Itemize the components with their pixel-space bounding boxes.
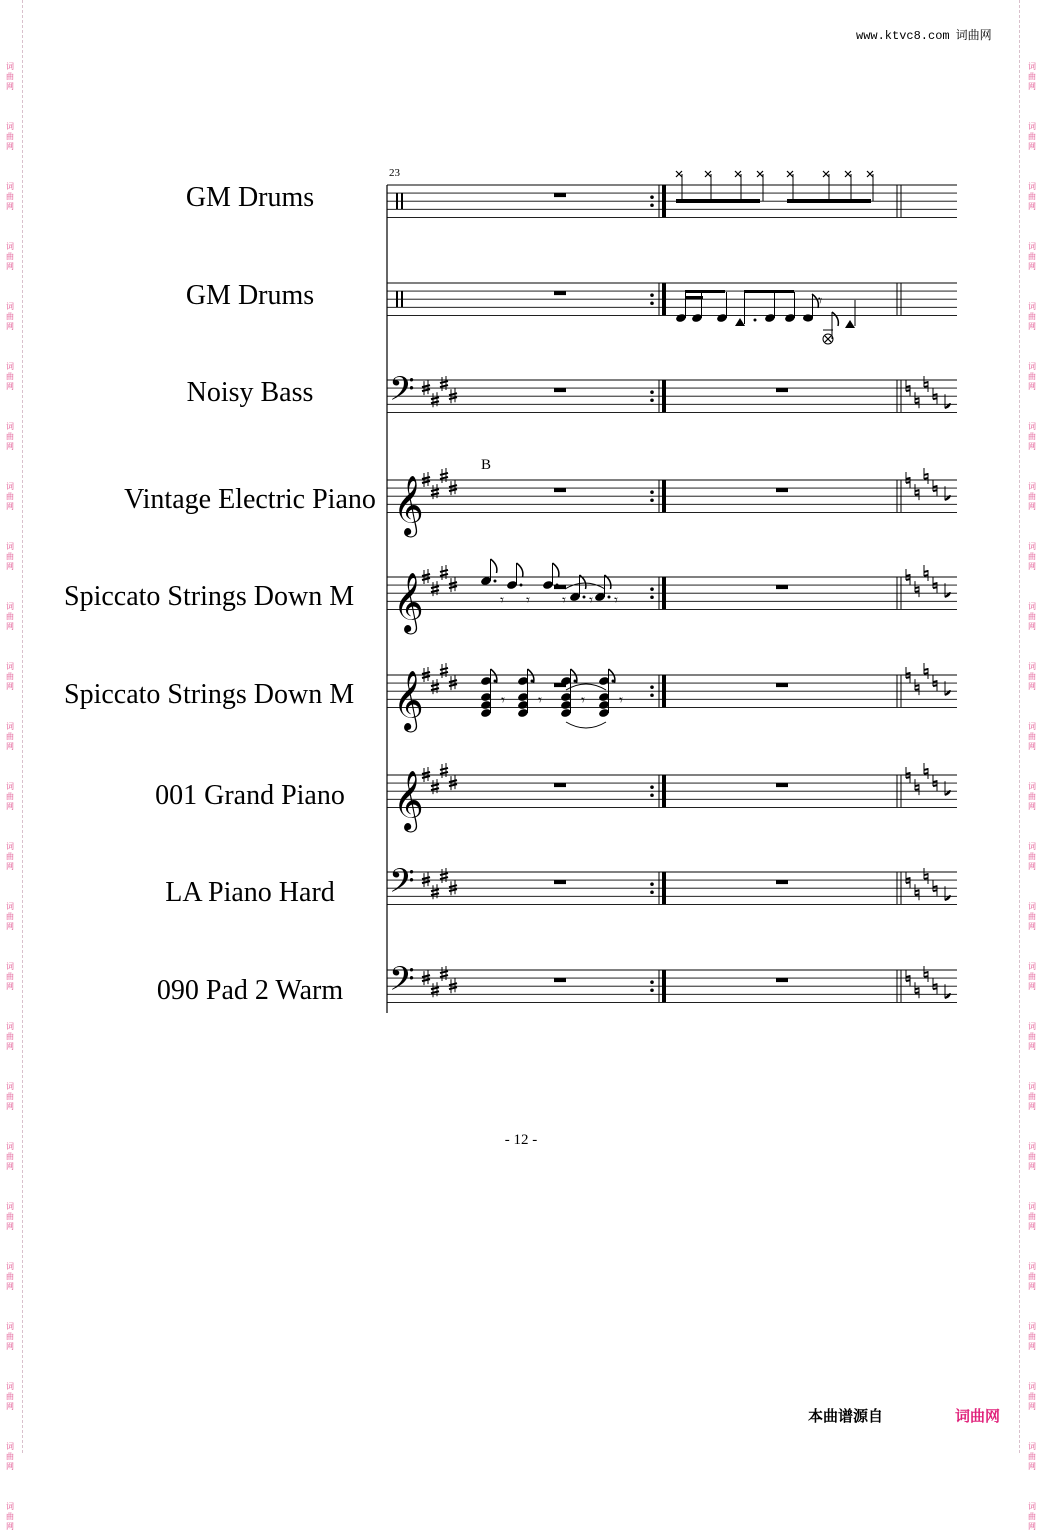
watermark-glyph: 网 bbox=[1028, 1282, 1036, 1291]
watermark-glyph: 词 bbox=[6, 1082, 14, 1091]
repeat-dot bbox=[650, 490, 654, 494]
sharp-accidental bbox=[440, 868, 448, 883]
watermark-glyph: 网 bbox=[6, 382, 14, 391]
watermark-glyph: 网 bbox=[6, 1222, 14, 1231]
watermark-glyph: 曲 bbox=[6, 792, 14, 801]
watermark-glyph: 曲 bbox=[1028, 852, 1036, 861]
whole-rest bbox=[554, 388, 566, 392]
watermark-glyph: 网 bbox=[1028, 202, 1036, 211]
sharp-accidental bbox=[440, 468, 448, 483]
treble-clef: 𝄞 bbox=[393, 770, 424, 831]
watermark-glyph: 网 bbox=[1028, 322, 1036, 331]
instrument-label: GM Drums bbox=[185, 280, 315, 311]
whole-rest bbox=[776, 683, 788, 687]
eighth-rest: 𝄾 bbox=[614, 591, 618, 609]
watermark-glyph: 网 bbox=[6, 202, 14, 211]
watermark-glyph: 词 bbox=[1028, 1442, 1036, 1451]
sharp-accidental bbox=[431, 392, 439, 407]
footer-brand[interactable]: 词曲网 bbox=[955, 1407, 1001, 1425]
sharp-accidental bbox=[422, 872, 430, 887]
natural-accidental bbox=[915, 484, 919, 500]
watermark-glyph: 曲 bbox=[1028, 552, 1036, 561]
watermark-glyph: 词 bbox=[6, 362, 14, 371]
watermark-glyph: 词 bbox=[1028, 62, 1036, 71]
watermark-glyph: 曲 bbox=[6, 552, 14, 561]
watermark-glyph: 曲 bbox=[6, 912, 14, 921]
watermark-glyph: 词 bbox=[6, 1502, 14, 1511]
watermark-glyph: 网 bbox=[1028, 442, 1036, 451]
sharp-accidental bbox=[431, 779, 439, 794]
watermark-glyph: 网 bbox=[6, 922, 14, 931]
whole-rest bbox=[776, 880, 788, 884]
repeat-dot bbox=[650, 988, 654, 992]
whole-rest bbox=[554, 291, 566, 295]
instrument-label: Noisy Bass bbox=[186, 377, 314, 408]
eighth-rest: 𝄾 bbox=[526, 591, 530, 609]
watermark-glyph: 曲 bbox=[1028, 1332, 1036, 1341]
watermark-glyph: 网 bbox=[1028, 862, 1036, 871]
watermark-glyph: 网 bbox=[6, 1162, 14, 1171]
watermark-glyph: 曲 bbox=[1028, 1392, 1036, 1401]
whole-rest bbox=[776, 978, 788, 982]
watermark-glyph: 曲 bbox=[1028, 1092, 1036, 1101]
sharp-accidental bbox=[440, 376, 448, 391]
dot bbox=[583, 596, 586, 599]
sharp-accidental bbox=[449, 775, 457, 790]
repeat-dot bbox=[650, 882, 654, 886]
watermark-glyph: 词 bbox=[1028, 542, 1036, 551]
watermark-glyph: 曲 bbox=[1028, 132, 1036, 141]
watermark-glyph: 曲 bbox=[6, 132, 14, 141]
watermark-glyph: 词 bbox=[6, 1442, 14, 1451]
page-number: - 12 - bbox=[504, 1132, 538, 1148]
dot bbox=[494, 680, 497, 683]
thick-barline bbox=[662, 577, 666, 609]
watermark-glyph: 曲 bbox=[6, 1092, 14, 1101]
sharp-accidental bbox=[440, 966, 448, 981]
eighth-rest: 𝄾 bbox=[562, 591, 566, 609]
watermark-glyph: 曲 bbox=[6, 1272, 14, 1281]
sharp-accidental bbox=[440, 763, 448, 778]
eighth-rest: 𝄾 bbox=[538, 691, 542, 709]
whole-rest bbox=[776, 585, 788, 589]
treble-clef: 𝄞 bbox=[393, 572, 424, 633]
watermark-glyph: 曲 bbox=[1028, 1212, 1036, 1221]
watermark-glyph: 网 bbox=[6, 1342, 14, 1351]
whole-rest bbox=[554, 193, 566, 197]
watermark-glyph: 词 bbox=[6, 662, 14, 671]
hihat-note bbox=[757, 171, 763, 177]
watermark-glyph: 网 bbox=[1028, 1402, 1036, 1411]
sharp-accidental bbox=[440, 663, 448, 678]
watermark-glyph: 网 bbox=[1028, 1102, 1036, 1111]
watermark-glyph: 曲 bbox=[6, 1212, 14, 1221]
watermark-glyph: 曲 bbox=[6, 372, 14, 381]
treble-clef: 𝄞 bbox=[393, 670, 424, 731]
watermark-glyph: 网 bbox=[1028, 1522, 1036, 1531]
watermark-glyph: 词 bbox=[6, 122, 14, 131]
repeat-dot bbox=[650, 498, 654, 502]
eighth-rest: 𝄾 bbox=[501, 691, 505, 709]
sharp-accidental bbox=[431, 884, 439, 899]
watermark-glyph: 词 bbox=[6, 842, 14, 851]
watermark-glyph: 词 bbox=[1028, 1502, 1036, 1511]
watermark-glyph: 词 bbox=[1028, 302, 1036, 311]
sharp-accidental bbox=[449, 978, 457, 993]
watermark-glyph: 词 bbox=[6, 242, 14, 251]
watermark-glyph: 曲 bbox=[1028, 192, 1036, 201]
percussion-clef bbox=[401, 193, 403, 209]
watermark-glyph: 曲 bbox=[1028, 252, 1036, 261]
whole-rest bbox=[554, 880, 566, 884]
thick-barline bbox=[662, 283, 666, 315]
hihat-note bbox=[735, 171, 741, 177]
bass-clef: 𝄢 bbox=[389, 370, 415, 417]
watermark-glyph: 词 bbox=[1028, 1202, 1036, 1211]
percussion-clef bbox=[396, 193, 398, 209]
watermark-glyph: 词 bbox=[6, 62, 14, 71]
watermark-glyph: 词 bbox=[1028, 962, 1036, 971]
sharp-accidental bbox=[431, 679, 439, 694]
watermark-glyph: 曲 bbox=[6, 1452, 14, 1461]
footer-source-label: 本曲谱源自 bbox=[808, 1407, 884, 1425]
dot bbox=[494, 580, 497, 583]
watermark-glyph: 网 bbox=[6, 1462, 14, 1471]
watermark-glyph: 网 bbox=[1028, 1342, 1036, 1351]
dot bbox=[608, 596, 611, 599]
watermark-glyph: 词 bbox=[6, 1142, 14, 1151]
watermark-glyph: 曲 bbox=[1028, 1452, 1036, 1461]
thick-barline bbox=[662, 675, 666, 707]
watermark-glyph: 词 bbox=[6, 1022, 14, 1031]
watermark-glyph: 网 bbox=[6, 142, 14, 151]
watermark-glyph: 曲 bbox=[1028, 672, 1036, 681]
natural-accidental bbox=[924, 468, 928, 484]
watermark-glyph: 曲 bbox=[6, 72, 14, 81]
watermark-glyph: 曲 bbox=[1028, 492, 1036, 501]
natural-accidental bbox=[915, 884, 919, 900]
watermark-glyph: 网 bbox=[6, 562, 14, 571]
watermark-glyph: 网 bbox=[1028, 382, 1036, 391]
dot bbox=[531, 680, 534, 683]
repeat-dot bbox=[650, 685, 654, 689]
thick-barline bbox=[662, 185, 666, 217]
thick-barline bbox=[662, 775, 666, 807]
measure-number: 23 bbox=[389, 167, 400, 179]
watermark-glyph: 曲 bbox=[6, 1392, 14, 1401]
watermark-glyph: 网 bbox=[1028, 802, 1036, 811]
sharp-accidental bbox=[449, 388, 457, 403]
sharp-accidental bbox=[422, 380, 430, 395]
natural-accidental bbox=[915, 392, 919, 408]
watermark-glyph: 网 bbox=[6, 682, 14, 691]
repeat-dot bbox=[650, 390, 654, 394]
watermark-glyph: 曲 bbox=[6, 612, 14, 621]
watermark-glyph: 网 bbox=[1028, 1162, 1036, 1171]
watermark-glyph: 词 bbox=[6, 1202, 14, 1211]
whole-rest bbox=[776, 783, 788, 787]
repeat-dot bbox=[650, 398, 654, 402]
watermark-glyph: 曲 bbox=[6, 492, 14, 501]
watermark-glyph: 网 bbox=[6, 262, 14, 271]
watermark-glyph: 曲 bbox=[1028, 732, 1036, 741]
repeat-dot bbox=[650, 793, 654, 797]
sharp-accidental bbox=[431, 982, 439, 997]
sharp-accidental bbox=[449, 880, 457, 895]
watermark-glyph: 曲 bbox=[1028, 432, 1036, 441]
thick-barline bbox=[662, 970, 666, 1002]
watermark-glyph: 词 bbox=[1028, 1082, 1036, 1091]
watermark-glyph: 词 bbox=[1028, 902, 1036, 911]
watermark-glyph: 词 bbox=[1028, 722, 1036, 731]
tie bbox=[566, 684, 606, 690]
watermark-glyph: 词 bbox=[1028, 782, 1036, 791]
instrument-label: Vintage Electric Piano bbox=[124, 484, 376, 515]
watermark-glyph: 曲 bbox=[6, 1512, 14, 1521]
bass-clef: 𝄢 bbox=[389, 960, 415, 1007]
bass-drum-head bbox=[825, 336, 831, 342]
instrument-label: 001 Grand Piano bbox=[155, 780, 345, 811]
repeat-dot bbox=[650, 595, 654, 599]
thick-barline bbox=[662, 380, 666, 412]
repeat-dot bbox=[650, 587, 654, 591]
watermark-glyph: 曲 bbox=[6, 252, 14, 261]
watermark-glyph: 曲 bbox=[6, 1152, 14, 1161]
watermark-glyph: 词 bbox=[1028, 842, 1036, 851]
tom-note bbox=[845, 320, 855, 328]
watermark-glyph: 网 bbox=[6, 1282, 14, 1291]
watermark-glyph: 曲 bbox=[1028, 972, 1036, 981]
watermark-glyph: 网 bbox=[1028, 1222, 1036, 1231]
eighth-rest: 𝄾 bbox=[581, 691, 585, 709]
sharp-accidental bbox=[431, 581, 439, 596]
beam bbox=[676, 199, 760, 203]
watermark-glyph: 词 bbox=[1028, 1322, 1036, 1331]
natural-accidental bbox=[924, 663, 928, 679]
watermark-glyph: 网 bbox=[6, 82, 14, 91]
watermark-glyph: 曲 bbox=[1028, 372, 1036, 381]
watermark-glyph: 曲 bbox=[1028, 612, 1036, 621]
natural-accidental bbox=[924, 763, 928, 779]
watermark-glyph: 曲 bbox=[1028, 1272, 1036, 1281]
watermark-glyph: 曲 bbox=[6, 432, 14, 441]
watermark-glyph: 词 bbox=[6, 1382, 14, 1391]
natural-accidental bbox=[924, 966, 928, 982]
natural-accidental bbox=[924, 868, 928, 884]
instrument-label: LA Piano Hard bbox=[165, 877, 335, 908]
whole-rest bbox=[554, 978, 566, 982]
watermark-glyph: 网 bbox=[6, 1402, 14, 1411]
watermark-glyph: 曲 bbox=[1028, 792, 1036, 801]
watermark-glyph: 网 bbox=[1028, 562, 1036, 571]
percussion-clef bbox=[396, 291, 398, 307]
repeat-dot bbox=[650, 195, 654, 199]
sharp-accidental bbox=[449, 577, 457, 592]
watermark-glyph: 曲 bbox=[6, 972, 14, 981]
natural-accidental bbox=[915, 581, 919, 597]
watermark-glyph: 词 bbox=[6, 422, 14, 431]
site-url[interactable]: www.ktvc8.com bbox=[856, 29, 950, 43]
watermark-glyph: 网 bbox=[6, 1522, 14, 1531]
hihat-note bbox=[845, 171, 851, 177]
thick-barline bbox=[662, 872, 666, 904]
watermark-glyph: 词 bbox=[1028, 1142, 1036, 1151]
watermark-glyph: 词 bbox=[6, 602, 14, 611]
watermark-glyph: 曲 bbox=[6, 852, 14, 861]
watermark-glyph: 词 bbox=[1028, 482, 1036, 491]
watermark-glyph: 网 bbox=[6, 1102, 14, 1111]
watermark-glyph: 词 bbox=[6, 722, 14, 731]
tom-note bbox=[735, 318, 745, 326]
watermark-glyph: 网 bbox=[1028, 262, 1036, 271]
natural-accidental bbox=[924, 565, 928, 581]
whole-rest bbox=[554, 783, 566, 787]
watermark-glyph: 曲 bbox=[1028, 1152, 1036, 1161]
watermark-glyph: 曲 bbox=[1028, 1512, 1036, 1521]
repeat-dot bbox=[650, 203, 654, 207]
eighth-rest: 𝄾 bbox=[619, 691, 623, 709]
repeat-dot bbox=[650, 693, 654, 697]
percussion-clef bbox=[401, 291, 403, 307]
watermark-glyph: 词 bbox=[1028, 242, 1036, 251]
watermark-glyph: 网 bbox=[6, 742, 14, 751]
watermark-glyph: 词 bbox=[6, 302, 14, 311]
whole-rest bbox=[554, 488, 566, 492]
dot bbox=[520, 584, 523, 587]
watermark-glyph: 词 bbox=[6, 782, 14, 791]
dot bbox=[754, 319, 757, 322]
watermark-glyph: 曲 bbox=[1028, 72, 1036, 81]
sharp-accidental bbox=[431, 484, 439, 499]
watermark-glyph: 词 bbox=[1028, 662, 1036, 671]
watermark-glyph: 词 bbox=[6, 902, 14, 911]
watermark-glyph: 曲 bbox=[6, 312, 14, 321]
watermark-glyph: 词 bbox=[6, 1262, 14, 1271]
watermark-glyph: 网 bbox=[1028, 622, 1036, 631]
watermark-glyph: 网 bbox=[1028, 502, 1036, 511]
flag bbox=[553, 563, 559, 577]
watermark-glyph: 词 bbox=[6, 1322, 14, 1331]
natural-accidental bbox=[924, 376, 928, 392]
whole-rest bbox=[776, 388, 788, 392]
watermark-glyph: 词 bbox=[1028, 1022, 1036, 1031]
snare-note bbox=[803, 314, 813, 321]
watermark-glyph: 网 bbox=[1028, 142, 1036, 151]
watermark-glyph: 网 bbox=[1028, 922, 1036, 931]
whole-rest bbox=[776, 488, 788, 492]
watermark-glyph: 词 bbox=[1028, 362, 1036, 371]
watermark-glyph: 网 bbox=[6, 622, 14, 631]
instrument-label: Spiccato Strings Down M bbox=[64, 679, 355, 710]
beam bbox=[685, 290, 725, 293]
watermark-glyph: 曲 bbox=[1028, 912, 1036, 921]
natural-accidental bbox=[915, 779, 919, 795]
hihat-note bbox=[867, 171, 873, 177]
instrument-label: Spiccato Strings Down M bbox=[64, 581, 355, 612]
watermark-glyph: 网 bbox=[1028, 82, 1036, 91]
site-name: 词曲网 bbox=[955, 28, 992, 42]
dot bbox=[612, 680, 615, 683]
watermark-glyph: 网 bbox=[6, 442, 14, 451]
watermark-glyph: 词 bbox=[6, 482, 14, 491]
watermark-glyph: 曲 bbox=[1028, 312, 1036, 321]
sharp-accidental bbox=[449, 675, 457, 690]
watermark-glyph: 网 bbox=[1028, 1462, 1036, 1471]
watermark-glyph: 曲 bbox=[1028, 1032, 1036, 1041]
watermark-glyph: 词 bbox=[1028, 1262, 1036, 1271]
watermark-glyph: 词 bbox=[6, 542, 14, 551]
hihat-note bbox=[823, 171, 829, 177]
rehearsal-mark: B bbox=[481, 457, 492, 473]
watermark-glyph: 网 bbox=[1028, 982, 1036, 991]
watermark-glyph: 曲 bbox=[6, 192, 14, 201]
thick-barline bbox=[662, 480, 666, 512]
repeat-dot bbox=[650, 293, 654, 297]
flag bbox=[491, 559, 497, 573]
watermark-glyph: 网 bbox=[6, 502, 14, 511]
repeat-dot bbox=[650, 301, 654, 305]
beam bbox=[744, 290, 794, 293]
natural-accidental bbox=[915, 982, 919, 998]
watermark-glyph: 网 bbox=[1028, 742, 1036, 751]
watermark-glyph: 曲 bbox=[6, 1332, 14, 1341]
repeat-dot bbox=[650, 890, 654, 894]
watermark-glyph: 词 bbox=[1028, 422, 1036, 431]
hihat-note bbox=[787, 171, 793, 177]
dot bbox=[556, 584, 559, 587]
instrument-label: GM Drums bbox=[185, 182, 315, 213]
watermark-glyph: 网 bbox=[6, 862, 14, 871]
eighth-rest: 𝄾 bbox=[589, 591, 593, 609]
watermark-glyph: 词 bbox=[6, 962, 14, 971]
sharp-accidental bbox=[449, 480, 457, 495]
watermark-glyph: 网 bbox=[6, 322, 14, 331]
watermark-glyph: 曲 bbox=[6, 672, 14, 681]
natural-accidental bbox=[915, 679, 919, 695]
watermark-glyph: 词 bbox=[1028, 1382, 1036, 1391]
dot bbox=[574, 680, 577, 683]
watermark-glyph: 词 bbox=[6, 182, 14, 191]
hihat-note bbox=[676, 171, 682, 177]
beam bbox=[685, 296, 703, 299]
repeat-dot bbox=[650, 980, 654, 984]
instrument-label: 090 Pad 2 Warm bbox=[156, 975, 344, 1006]
watermark-glyph: 网 bbox=[6, 1042, 14, 1051]
watermark-glyph: 网 bbox=[1028, 682, 1036, 691]
sharp-accidental bbox=[422, 970, 430, 985]
watermark-glyph: 曲 bbox=[6, 1032, 14, 1041]
watermark-glyph: 网 bbox=[6, 802, 14, 811]
repeat-dot bbox=[650, 785, 654, 789]
beam bbox=[787, 199, 871, 203]
watermark-glyph: 词 bbox=[1028, 182, 1036, 191]
eighth-rest: 𝄾 bbox=[500, 591, 504, 609]
flag bbox=[832, 312, 838, 326]
sharp-accidental bbox=[440, 565, 448, 580]
hihat-note bbox=[705, 171, 711, 177]
watermark-glyph: 网 bbox=[1028, 1042, 1036, 1051]
watermark-glyph: 曲 bbox=[6, 732, 14, 741]
treble-clef: 𝄞 bbox=[393, 475, 424, 536]
watermark-glyph: 网 bbox=[6, 982, 14, 991]
tie bbox=[566, 722, 606, 728]
watermark-glyph: 词 bbox=[1028, 122, 1036, 131]
watermark-glyph: 词 bbox=[1028, 602, 1036, 611]
rest: 𝄾 bbox=[818, 291, 823, 310]
flag bbox=[517, 563, 523, 577]
bass-clef: 𝄢 bbox=[389, 862, 415, 909]
